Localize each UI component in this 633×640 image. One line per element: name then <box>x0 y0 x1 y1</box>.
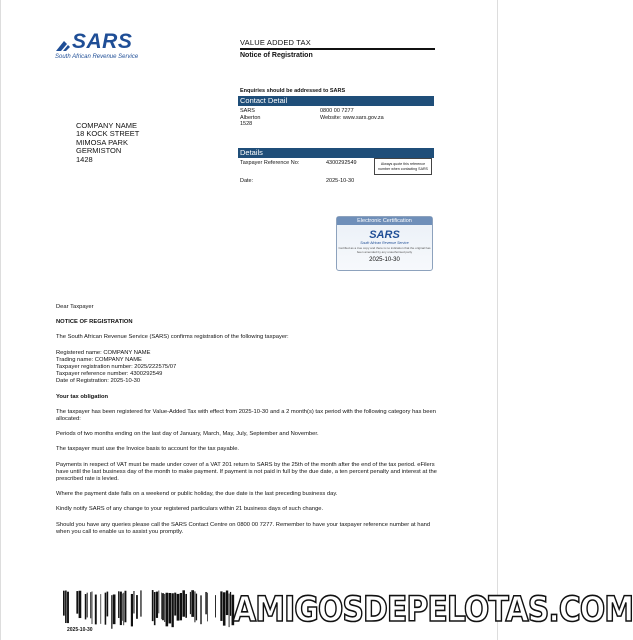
registration-line: Taxpayer registration number: 2025/222575/07 <box>56 364 177 371</box>
contact-line3-left: 1528 <box>240 121 253 127</box>
sars-arrow-icon <box>55 38 71 54</box>
paragraph-notify: Kindly notify SARS of any change to your registered particulars within 21 business days of such change. <box>56 506 324 513</box>
contact-line1-left: SARS <box>240 108 255 114</box>
registration-details <box>56 350 444 386</box>
paragraph-payments: Payments in respect of VAT must be made under cover of a VAT 201 return to SARS by the 25th of the month after the end of the tax period. eFilers have until the last business day of the month to make payment. If payment is not paid in full by the due date, a ten percent penalty and interest at the prescribed rate is levied. <box>56 461 437 483</box>
registration-line: Date of Registration: 2025-10-30 <box>56 378 141 385</box>
watermark: AMIGOSDEPELOTAS.COM <box>233 590 633 631</box>
quote-reference-note: Always quote this reference number when contacting SARS <box>374 158 432 175</box>
taxpayer-ref-label: Taxpayer Reference No: <box>240 160 300 166</box>
address-line: GERMISTON <box>76 146 122 156</box>
obligation-heading: Your tax obligation <box>56 393 109 400</box>
contact-detail-heading: Contact Detail <box>238 96 434 106</box>
paragraph-effective: The taxpayer has been registered for Value-Added Tax with effect from 2025-10-30 and a 2 month(s) tax period with the following category has been allocated: <box>56 408 436 423</box>
certification-logo: SARS <box>369 229 400 241</box>
certification-tagline: South African Revenue Service <box>360 241 409 245</box>
paragraph-invoice-basis: The taxpayer must use the Invoice basis to account for the tax payable. <box>56 446 240 453</box>
letter-body <box>56 304 444 544</box>
registration-line: Registered name: COMPANY NAME <box>56 349 151 356</box>
contact-line2-left: Alberton <box>240 114 261 121</box>
paragraph-queries: Should you have any queries please call the SARS Contact Centre on 0800 00 7277. Remember to have your taxpayer reference number at hand when you call to enable us to assist you promptly. <box>56 521 431 535</box>
registration-line: Trading name: COMPANY NAME <box>56 356 142 363</box>
recipient-address <box>76 122 139 164</box>
enquiries-note: Enquiries should be addressed to SARS <box>240 88 346 94</box>
doc-title: Notice of Registration <box>240 52 313 59</box>
footer-date: 2025-10-30 <box>67 627 93 633</box>
certification-heading: Electronic Certification <box>337 217 432 225</box>
sars-logo <box>55 30 155 60</box>
address-line: MIMOSA PARK <box>76 137 128 147</box>
electronic-certification-stamp <box>336 216 433 271</box>
contact-phone: 0800 00 7277 <box>320 108 354 114</box>
address-line: COMPANY NAME <box>76 121 137 130</box>
taxpayer-ref-value: 4300292549 <box>326 160 357 166</box>
logo-text: SARS <box>72 30 133 53</box>
registration-line: Taxpayer reference number: 4300292549 <box>56 371 163 378</box>
date-label: Date: <box>240 178 254 184</box>
date-value: 2025-10-30 <box>326 178 355 184</box>
intro-paragraph: The South African Revenue Service (SARS) confirms registration of the following taxpayer: <box>56 334 289 341</box>
barcode <box>63 590 233 624</box>
details-heading: Details <box>238 148 434 158</box>
title-rule <box>240 48 435 50</box>
notice-heading: NOTICE OF REGISTRATION <box>56 319 133 326</box>
certification-date: 2025-10-30 <box>369 257 400 264</box>
address-line: 1428 <box>76 154 93 164</box>
paragraph-due-date: Where the payment date falls on a weekend or public holiday, the due date is the last preceding business day. <box>56 491 338 498</box>
doc-type: VALUE ADDED TAX <box>240 38 311 47</box>
certification-note: Certified as a true copy and there is no indication that the original has been amended by any unauthorised party <box>338 246 431 254</box>
contact-website: Website: www.sars.gov.za <box>320 115 384 121</box>
address-line: 18 KOCK STREET <box>76 129 140 139</box>
salutation: Dear Taxpayer <box>56 304 94 310</box>
logo-tagline: South African Revenue Service <box>55 54 139 60</box>
document-title-block <box>240 38 435 59</box>
paragraph-periods: Periods of two months ending on the last day of January, March, May, July, September and November. <box>56 431 319 438</box>
